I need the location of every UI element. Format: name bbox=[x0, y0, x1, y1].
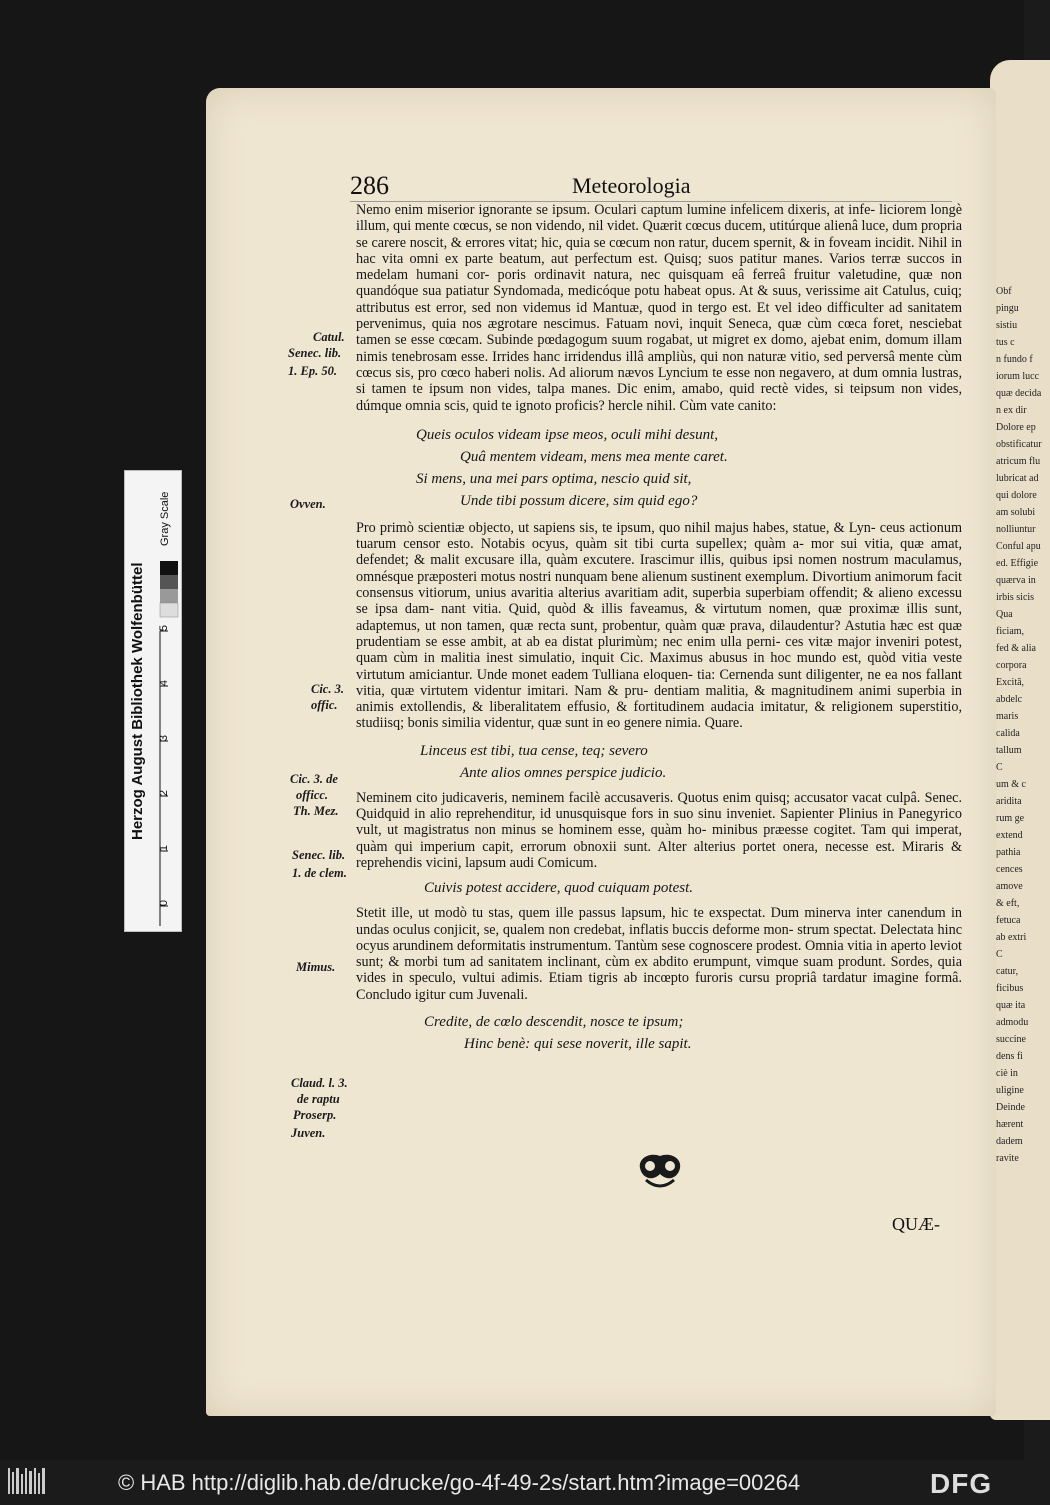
verse-juvenal bbox=[424, 1011, 962, 1055]
margin-note: offic. bbox=[311, 698, 338, 712]
margin-note: Senec. lib. bbox=[292, 848, 346, 862]
adjacent-page-fragment: C bbox=[996, 762, 1003, 773]
footer-bar bbox=[0, 1460, 1024, 1505]
adjacent-page-fragment: rum ge bbox=[996, 813, 1025, 824]
ruler-tick: 1 bbox=[158, 845, 170, 852]
adjacent-page-fragment: maris bbox=[996, 711, 1019, 722]
verse-line: Hinc benè: qui sese noverit, ille sapit. bbox=[464, 1035, 692, 1052]
gray-scale-label: Gray Scale bbox=[159, 491, 171, 547]
adjacent-page-fragment: atricum flu bbox=[996, 456, 1041, 467]
barcode-icon bbox=[8, 1468, 48, 1494]
ruler-tick: 3 bbox=[158, 735, 170, 742]
adjacent-page-fragment: Qua bbox=[996, 609, 1013, 620]
page-number: 286 bbox=[350, 171, 389, 200]
margin-note: Ovven. bbox=[290, 497, 326, 511]
verse-line: Si mens, una mei pars optima, nescio quid sit, bbox=[416, 470, 692, 487]
adjacent-page-fragment: tus c bbox=[996, 337, 1015, 348]
adjacent-page-fragment: Excitâ, bbox=[996, 677, 1025, 688]
gray-scale-ruler bbox=[124, 470, 182, 932]
adjacent-page-fragment: succine bbox=[996, 1034, 1026, 1045]
adjacent-page-fragment: fetuca bbox=[996, 915, 1021, 926]
verse-line: Quâ mentem videam, mens mea mente caret. bbox=[460, 448, 728, 465]
adjacent-page-fragment: catur, bbox=[996, 966, 1019, 977]
adjacent-page-fragment: irbis sicis bbox=[996, 592, 1035, 603]
printer-ornament-icon bbox=[632, 1152, 688, 1188]
adjacent-page-fragment: lubricat ad bbox=[996, 473, 1039, 484]
verse-line: Ante alios omnes perspice judicio. bbox=[460, 764, 667, 781]
adjacent-page-fragment: quæ decida bbox=[996, 388, 1042, 399]
margin-note: Cic. 3. de bbox=[290, 772, 338, 786]
adjacent-page-fragment: extend bbox=[996, 830, 1023, 841]
adjacent-page-fragment: hærent bbox=[996, 1119, 1024, 1130]
adjacent-page-fragment: quærva in bbox=[996, 575, 1036, 586]
paragraph-1: Nemo enim miserior ignorante se ipsum. Oculari captum lumine infelicem dixeris, at infe- liciorem longè illum, qui mente cœcus, se non videndo, nil videt. Quærit cœcus ducem, utitúrque alienâ luce, dum propria se carere noscit, & errores vitat; hic, quia se cœcum non ratur, ducem spernit, & in foveam incidit. Nihil in hac vita omni ex parte beatum, aut perfectum est. Quisq; suos patitur manes. Varios terræ succos in medelam humani cor- poris ordinavit natura, nec quisquam eâ ferreâ fruitur valetudine, quæ non quandóque sua patiatur Syndomada, medicóque potu habeat opus. At & suus, verissime ait Catulus, cuiq; attributus est error, sed non videmus id Mantuæ, quod in tergo est. Et vel ideo difficulter ad sanitatem pervenimus, quia nos ægrotare nescimus. Fatuam novi, inquit Seneca, quæ cùm cœca foret, nesciebat tamen se esse cœcam. Subinde pœdagogum suum rogabat, ut migret ex domo, ajebat enim, domum illam nimis tenebrosam esse. Irrides hanc irridendus illâ ampliùs, qui non naturæ vitio, sed perversâ mente cùm cœcus sis, pro cœco haberi nolis. Ad aliorum nævos Lyncium te esse non negavero, at dum omnia lustras, si tamen te ipsum non vides, talpa manes. Dic enim, amabo, quid rectè vides, si teipsum non vides, dúmque omnia scis, quid te ignoto proficis? hercle nihil. Cùm vate canito: bbox=[356, 202, 962, 414]
adjacent-page-fragment: Obf bbox=[996, 286, 1012, 297]
verse-line: Linceus est tibi, tua cense, teq; severo bbox=[420, 742, 648, 759]
running-head bbox=[350, 171, 740, 201]
adjacent-page-fragment: quæ ita bbox=[996, 1000, 1026, 1011]
adjacent-page-fragment: uligine bbox=[996, 1085, 1024, 1096]
adjacent-page-fragment: um & c bbox=[996, 779, 1026, 790]
catchword: QUÆ- bbox=[892, 1214, 940, 1234]
adjacent-page-fragment: pathia bbox=[996, 847, 1021, 858]
copyright-link[interactable]: © HAB http://diglib.hab.de/drucke/go-4f-49-2s/start.htm?image=00264 bbox=[118, 1470, 801, 1495]
adjacent-page-fragment: abdelc bbox=[996, 694, 1023, 705]
paragraph-2: Pro primò scientiæ objecto, ut sapiens sis, te ipsum, quo nihil majus habes, statue, & Lyn- ceus actionum tuarum censor esto. Notabis ocyus, quàm sit tibi curta supellex; quàm a- mor sui vitia, quæ amat, defendet; & malit excusare illa, quàm excutere. Irascimur illis, quibus ipsi nomen nostrum maculamus, omnésque præposteri motus nostri nunquam bene alienum sustinent exemplum. Divortium animorum facit consensus vitiorum, unius avaritia alterius avaritiam adit, superbia superbiam offendit; & alieno excessu se ipsa dam- nant vitia. Quid, quòd & illis faveamus, & virtutum nomen, quæ proximæ illis sunt, adaptemus, ut non tamen, quæ recta sunt, probentur, quàm quæ prava, dilaudentur? Astutia hæc est quæ prudentiam se esse ambit, at ab ea distat plurimùm; nec enim ulla perni- ces vitæ major inveniri potest, quam cùm in malitia inest simulatio, inquit Cic. Maximus abusus in hoc mundo est, quòd vitia veste virtutum amiciantur. Unde monet eadem Tulliana eloquen- tia: Cernenda sunt diligenter, ne ea nos fallant vitia, quæ virtutem videntur imitari. Nam & pru- dentiam malitia, & magnitudinem animi superbia in animis extollendis, & liberalitatem effusio, & fortitudinem audacia imitatur, & religionem superstitio, studiisq; bonis similia videntur, quæ sunt in eo genere nimia. Quare. bbox=[356, 519, 962, 732]
adjacent-page-fragment: nolliuntur bbox=[996, 524, 1036, 535]
verse-line: Queis oculos videam ipse meos, oculi mihi desunt, bbox=[416, 426, 719, 443]
adjacent-page-fragment: dadem bbox=[996, 1136, 1023, 1147]
margin-note: Claud. l. 3. bbox=[291, 1076, 348, 1090]
adjacent-page-fragment: aridita bbox=[996, 796, 1022, 807]
adjacent-page-fragment: ravite bbox=[996, 1153, 1019, 1164]
ruler-tick: 2 bbox=[158, 790, 170, 797]
adjacent-page-fragment: pingu bbox=[996, 303, 1019, 314]
adjacent-page-fragment: Deinde bbox=[996, 1102, 1025, 1113]
ruler-tick: 4 bbox=[158, 680, 170, 687]
body-text bbox=[356, 202, 962, 1055]
adjacent-page-fragment: Conful apu bbox=[996, 541, 1041, 552]
adjacent-page-fragment: am solubi bbox=[996, 507, 1036, 518]
adjacent-page-fragment: Dolore ep bbox=[996, 422, 1036, 433]
margin-note: Mimus. bbox=[296, 960, 336, 974]
adjacent-page-fragment: calida bbox=[996, 728, 1020, 739]
margin-note: Senec. lib. bbox=[288, 346, 342, 360]
margin-note: Proserp. bbox=[293, 1108, 337, 1122]
adjacent-page-fragment: sistiu bbox=[996, 320, 1018, 331]
margin-note: Juven. bbox=[291, 1126, 326, 1140]
adjacent-page-fragment: n ex dir bbox=[996, 405, 1027, 416]
margin-note: 1. Ep. 50. bbox=[288, 364, 337, 378]
adjacent-page-fragment: ciè in bbox=[996, 1068, 1018, 1079]
running-title: Meteorologia bbox=[572, 173, 691, 198]
margin-note: 1. de clem. bbox=[292, 866, 347, 880]
adjacent-page-fragment: dens fi bbox=[996, 1051, 1023, 1062]
paragraph-4: Stetit ille, ut modò tu stas, quem ille passus lapsum, hic te exspectat. Dum minerva inter canendum in undas oculus conjicit, se, qualem non credebat, inflatis buccis deforme mon- strum spectat. Delectata hinc ocyus arundinem deformitatis instrumentum. Tantùm sese cognoscere prodest. Omnia vitia in aperto leviot sunt; & morbi tum ad sanitatem inclinant, cùm ex abdito erumpunt, vimque suam produnt. Sordes, quia vides in speculo, vultui adimis. Etiam tigris ab incœpto furoris cursu propriâ tardatur imagine formâ. Concludo igitur cum Juvenali. bbox=[356, 905, 962, 1003]
adjacent-page-fragment: iorum lucc bbox=[996, 371, 1040, 382]
library-label: Herzog August Bibliothek Wolfenbüttel bbox=[129, 562, 146, 840]
adjacent-page-fragment: admodu bbox=[996, 1017, 1029, 1028]
adjacent-page bbox=[990, 60, 1050, 1420]
verse-mimus bbox=[424, 877, 962, 899]
verse-line: Cuivis potest accidere, quod cuiquam potest. bbox=[424, 880, 693, 897]
adjacent-page-fragment: fed & alia bbox=[996, 643, 1036, 654]
margin-note: Catul. bbox=[313, 330, 345, 344]
adjacent-page-fragment: ficiam, bbox=[996, 626, 1025, 637]
adjacent-page-fragment: ed. Effigie bbox=[996, 558, 1039, 569]
adjacent-page-fragment: ab extri bbox=[996, 932, 1027, 943]
ruler-tick: 0 bbox=[158, 900, 170, 907]
margin-note: officc. bbox=[296, 788, 329, 802]
adjacent-page-fragment: obstificatur bbox=[996, 439, 1042, 450]
dfg-logo: DFG bbox=[930, 1468, 993, 1499]
margin-note: Th. Mez. bbox=[293, 804, 339, 818]
margin-note: de raptu bbox=[297, 1092, 340, 1106]
adjacent-page-fragment: tallum bbox=[996, 745, 1022, 756]
adjacent-page-fragment: cences bbox=[996, 864, 1023, 875]
ruler-tick: 5 bbox=[158, 625, 170, 632]
adjacent-page-fragment: C bbox=[996, 949, 1003, 960]
adjacent-page-fragment: n fundo f bbox=[996, 354, 1033, 365]
verse-line: Unde tibi possum dicere, sim quid ego? bbox=[460, 492, 698, 509]
verse-line: Credite, de cœlo descendit, nosce te ipsum; bbox=[424, 1013, 684, 1030]
adjacent-page-fragment: corpora bbox=[996, 660, 1027, 671]
adjacent-page-fragment: & eft, bbox=[996, 898, 1020, 909]
adjacent-page-fragment: amove bbox=[996, 881, 1023, 892]
margin-note: Cic. 3. bbox=[311, 682, 344, 696]
adjacent-page-fragment: qui dolore bbox=[996, 490, 1037, 501]
paragraph-3: Neminem cito judicaveris, neminem facilè accusaveris. Quotus enim quisq; accusator vacat culpâ. Senec. Quidquid in alio reprehenditur, id unusquisque fors in suo sinu inveniet. Sapienter Plinius in Panegyrico vult, ut magistratus non minus se hominem esse, quàm ho- minibus præesse cogitet. Tam qui imperat, quàm qui imperium capit, errorum obnoxii sunt. Alter alterius portet onera, necesse est. Miraris & reprehendis vicini, lapsum audi Comicum. bbox=[356, 789, 962, 871]
verse-ovven bbox=[416, 424, 962, 512]
verse-mez bbox=[420, 740, 962, 784]
adjacent-page-fragment: ficibus bbox=[996, 983, 1024, 994]
